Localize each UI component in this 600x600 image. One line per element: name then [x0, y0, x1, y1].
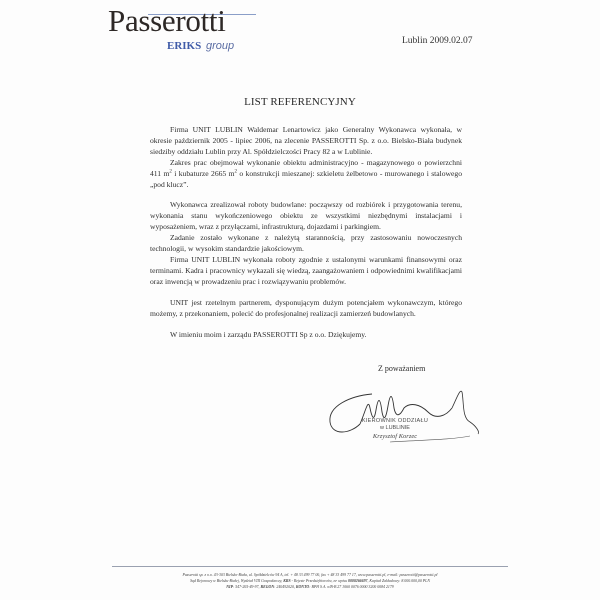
passerotti-logo: [108, 4, 258, 54]
scope-text-b: i kubaturze 2665 m: [171, 168, 235, 178]
footer-court: Sąd Rejonowy w Bielsku-Białej, Wydział VIII Gospodarczy,: [190, 579, 284, 583]
paragraph-scope: [150, 158, 462, 191]
footer-krs-label: KRS: [283, 579, 291, 583]
stamp-position: KIEROWNIK ODDZIAŁU: [361, 418, 429, 424]
paragraph-intro: Firma UNIT LUBLIN Waldemar Lenartowicz jako Generalny Wykonawca wykonała, w okresie październik 2005 - lipiec 2006, na zlecenie PASSEROTTI Sp. z o.o. Bielsko-Biała budynek siedziby oddziału Lublin przy Al. Spółdzielczości Pracy 82 a w Lublinie.: [150, 125, 462, 156]
footer-ids-line: [100, 585, 520, 589]
footer-krs-number: 0000266697: [348, 579, 368, 583]
footer-divider: [112, 566, 508, 567]
scope-text-a: Zakres prac obejmował wykonanie obiektu administracyjno - magazynowego o powierzchni 411 m: [150, 157, 462, 178]
footer-konto-label: KONTO: [295, 585, 310, 589]
place-date: Lublin 2009.02.07: [402, 36, 473, 46]
signature-tail: [452, 391, 479, 434]
stamp-signer-name: Krzysztof Korzec: [372, 433, 418, 440]
footer-capital: , Kapitał Zakładowy: 8.000.000,00 PLN: [367, 579, 430, 583]
footer-nip: : 547-205-49-97,: [232, 585, 261, 589]
footer-konto: : BPH S.A. o/B-B 27 1060 0076 0000 3200 0084 2179: [309, 585, 394, 589]
logo-eriks: ERIKS: [167, 40, 202, 52]
footer-regon: : 240492020,: [274, 585, 296, 589]
footer-registry: - Rejestr Przedsiębiorców, nr wpisu: [290, 579, 348, 583]
paragraph-quality: Zadanie zostało wykonane z należytą starannością, przy zastosowaniu nowoczesnych technologii, w wysokim standardzie jakościowym.: [150, 233, 462, 254]
stamp-location: w LUBLINIE: [380, 425, 410, 431]
paragraph-works: Wykonawca zrealizował roboty budowlane: począwszy od rozbiórek i przygotowania terenu, wykonania stanu wykończeniowego obiektu ze wszystkimi niezbędnymi instalacjami i wyposażeniem, wraz z przyłączami, infrastrukturą, dojazdami i parkingiem.: [150, 200, 462, 232]
scope-text-c: o konstrukcji mieszanej: szkieletu żelbetowo - murowanego i stalowego „pod klucz”.: [150, 168, 462, 189]
footer-contact-line: Passerotti sp. z o.o. 43-303 Bielsko-Biała, ul. Spółdzielców 94 A, tel. + 48 33 499 77 00, fax + 48 33 499 77 17, www.passerotti.pl, e-mail: passerotti@passerotti.pl: [182, 573, 438, 577]
letter-body: [150, 125, 462, 340]
footer-nip-label: NIP: [226, 585, 233, 589]
superscript-area: 2: [169, 169, 172, 175]
logo-group: group: [206, 40, 235, 52]
superscript-volume: 2: [234, 169, 237, 175]
logo-wordmark: Passerotti: [108, 3, 226, 38]
paragraph-thanks: W imieniu moim i zarządu PASSEROTTI Sp z o.o. Dziękujemy.: [170, 329, 367, 339]
logo-subtitle: [167, 40, 234, 52]
closing-salutation: Z poważaniem: [378, 364, 426, 373]
paragraph-recommendation: UNIT jest rzetelnym partnerem, dysponującym dużym potencjałem wykonawczym, którego możemy, z przekonaniem, polecić do profesjonalnej realizacji zamierzeń budowlanych.: [150, 297, 462, 318]
letter-title: LIST REFERENCYJNY: [244, 96, 356, 108]
footer-registry-line: [100, 579, 520, 583]
paragraph-terms: Firma UNIT LUBLIN wykonała roboty zgodnie z ustalonymi warunkami finansowymi oraz terminami. Kadra i pracownicy wykazali się wiedzą, zaangażowaniem i odpowiednimi kwalifikacjami oraz inwencją w prowadzeniu prac i rozwiązywaniu problemów.: [150, 254, 462, 286]
footer-regon-label: REGON: [260, 585, 275, 589]
